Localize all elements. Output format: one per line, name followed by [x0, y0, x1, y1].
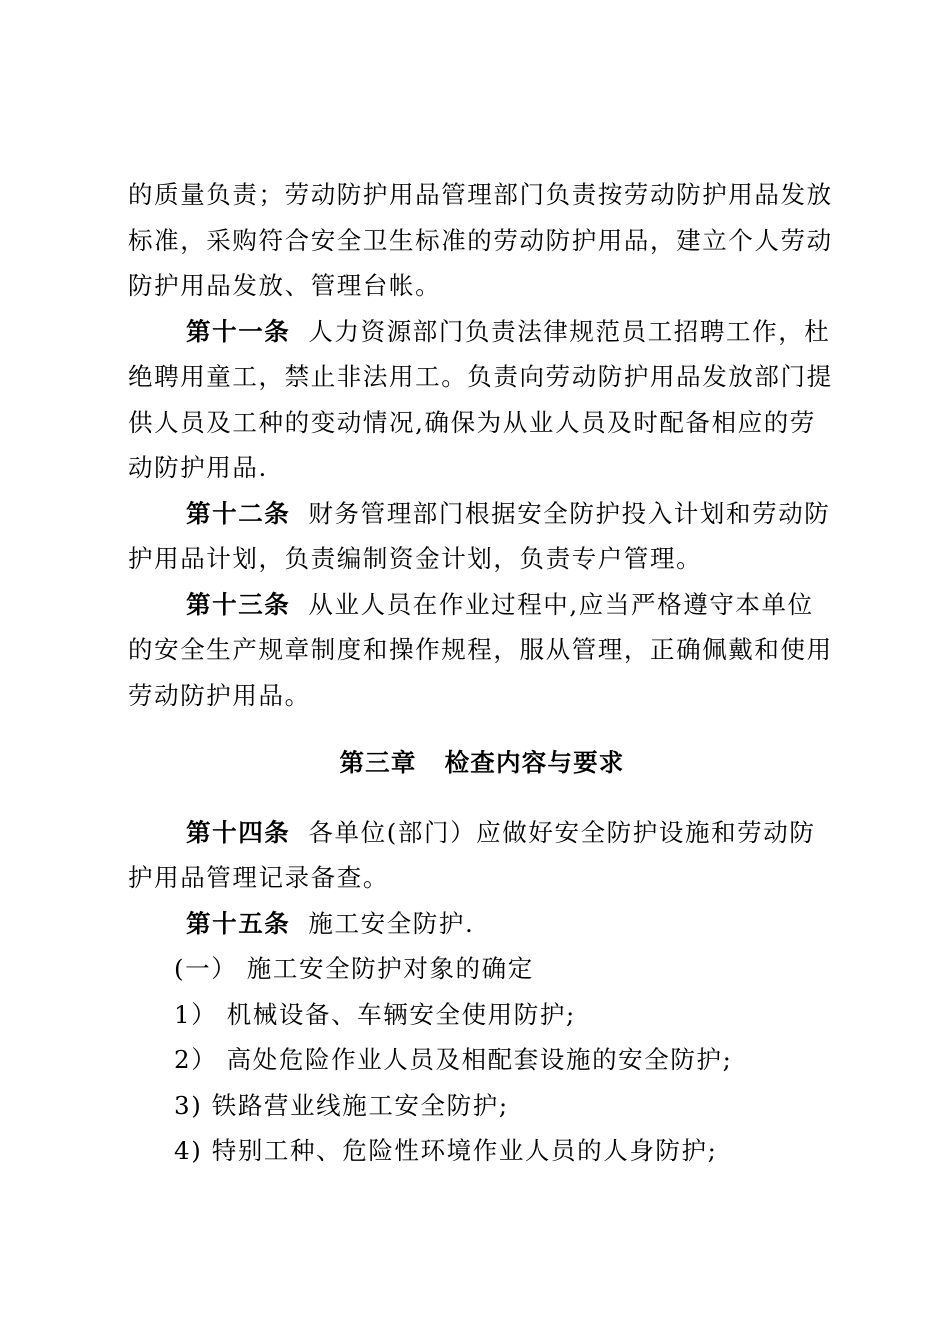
article-15-label: 第十五条 [186, 908, 291, 938]
article-11 [128, 309, 836, 491]
list-item: 3) 铁路营业线施工安全防护; [174, 1090, 509, 1120]
article-14 [128, 810, 836, 901]
chapter-heading [128, 740, 836, 786]
article-13 [128, 582, 836, 719]
document-body [128, 172, 836, 1174]
section-heading: (一） 施工安全防护对象的确定 [174, 954, 534, 983]
article-14-text: 各单位(部门）应做好安全防护设施和劳动防护用品管理记录备查。 [128, 817, 816, 892]
article-12 [128, 491, 836, 582]
article-15 [128, 901, 836, 947]
article-15-text: 施工安全防护. [308, 908, 475, 938]
article-11-label: 第十一条 [186, 316, 291, 346]
article-13-text: 从业人员在作业过程中,应当严格遵守本单位的安全生产规章制度和操作规程，服从管理，正确佩戴和使用劳动防护用品。 [128, 589, 833, 710]
chapter-title: 检查内容与要求 [444, 748, 625, 777]
article-13-label: 第十三条 [186, 589, 291, 619]
chapter-number: 第三章 [339, 748, 417, 777]
list-item: 1） 机械设备、车辆安全使用防护; [174, 999, 576, 1029]
article-12-text: 财务管理部门根据安全防护投入计划和劳动防护用品计划，负责编制资金计划，负责专户管理。 [128, 498, 831, 573]
article-14-label: 第十四条 [186, 817, 291, 847]
list-item: 2） 高处危险作业人员及相配套设施的安全防护; [174, 1045, 733, 1074]
paragraph-continuation: 的质量负责；劳动防护用品管理部门负责按劳动防护用品发放标准，采购符合安全卫生标准的劳动防护用品，建立个人劳动防护用品发放、管理台帐。 [128, 180, 833, 300]
list-item: 4) 特别工种、危险性环境作业人员的人身防护; [174, 1136, 718, 1165]
article-11-text: 人力资源部门负责法律规范员工招聘工作，杜绝聘用童工，禁止非法用工。负责向劳动防护用品发放部门提供人员及工种的变动情况,确保为从业人员及时配备相应的劳动防护用品. [128, 316, 833, 482]
article-12-label: 第十二条 [186, 498, 291, 528]
